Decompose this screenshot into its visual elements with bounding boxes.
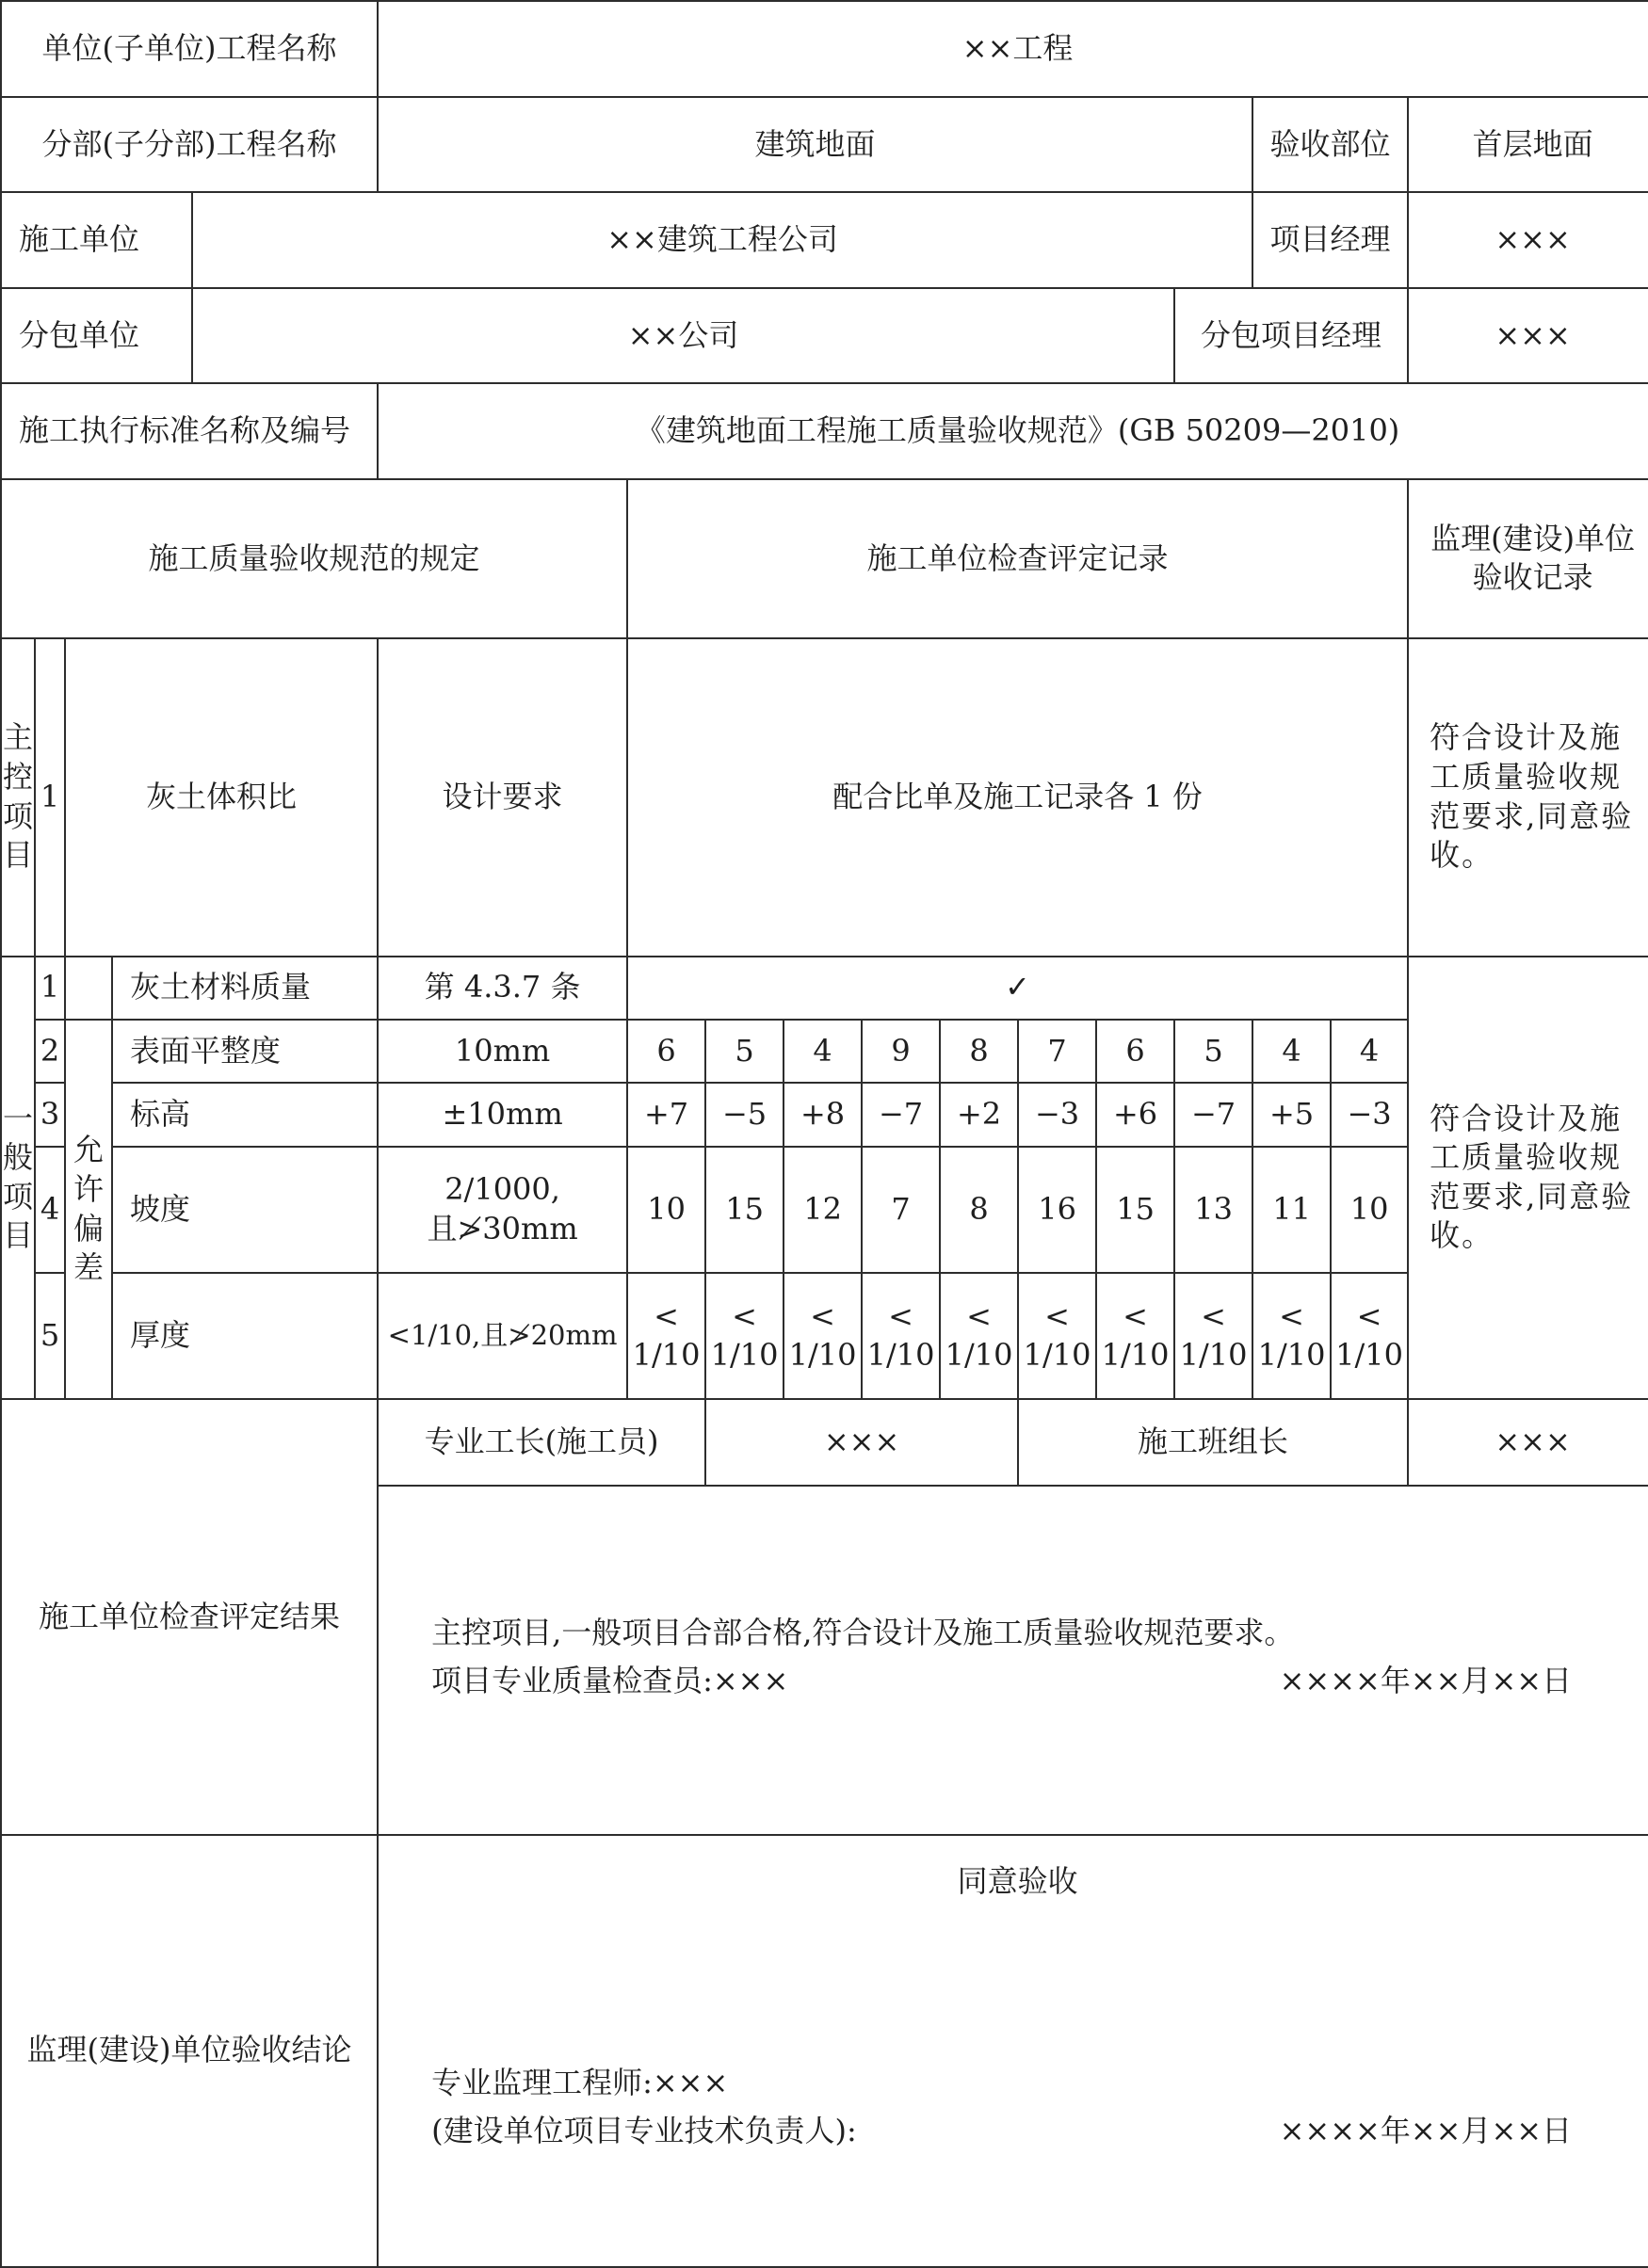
main-control-no: 1 [35, 638, 65, 957]
project-manager-label: 项目经理 [1252, 192, 1408, 288]
main-control-record: 配合比单及施工记录各 1 份 [627, 638, 1408, 957]
general-item: 厚度 [112, 1273, 378, 1399]
measured-value: 4 [1331, 1020, 1408, 1083]
measured-value: 10 [1331, 1147, 1408, 1274]
contractor-label: 施工单位 [1, 192, 192, 288]
foreman-value: ××× [705, 1399, 1018, 1486]
supervision-column-header [1408, 479, 1648, 637]
general-remark: 符合设计及施工质量验收规范要求,同意验收。 [1408, 957, 1648, 1400]
measured-value: 5 [705, 1020, 784, 1083]
foreman-label: 专业工长(施工员) [378, 1399, 705, 1486]
main-control-requirement: 设计要求 [378, 638, 627, 957]
measured-value: < 1/10 [705, 1273, 784, 1399]
general-item: 标高 [112, 1083, 378, 1146]
supervising-engineer: 专业监理工程师:××× [431, 2065, 729, 2101]
measured-value: 7 [1018, 1020, 1096, 1083]
contractor-value: ××建筑工程公司 [192, 192, 1252, 288]
measured-value: 15 [1096, 1147, 1174, 1274]
record-column-header: 施工单位检查评定记录 [627, 479, 1408, 637]
supervision-header-line2: 验收记录 [1472, 559, 1593, 596]
measured-value: −7 [862, 1083, 940, 1146]
measured-value: < 1/10 [1331, 1273, 1408, 1399]
general-row-no: 5 [35, 1273, 65, 1399]
general-row-no: 4 [35, 1147, 65, 1274]
standard-label: 施工执行标准名称及编号 [1, 383, 378, 479]
inspection-result-label: 施工单位检查评定结果 [1, 1399, 378, 1834]
measured-value: < 1/10 [784, 1273, 862, 1399]
unit-project-label: 单位(子单位)工程名称 [1, 1, 378, 97]
general-row-no: 2 [35, 1020, 65, 1083]
measured-value: 13 [1174, 1147, 1252, 1274]
division-value: 建筑地面 [378, 97, 1252, 192]
measured-value: 8 [940, 1147, 1018, 1274]
team-leader-value: ××× [1408, 1399, 1648, 1486]
general-requirement: 2/1000, 且≯30mm [378, 1147, 627, 1274]
tolerance-label: 允 许 偏 差 [65, 1020, 112, 1399]
measured-value: +7 [627, 1083, 705, 1146]
general-item: 坡度 [112, 1147, 378, 1274]
measured-value: 8 [940, 1020, 1018, 1083]
inspection-conclusion-block [378, 1486, 1648, 1835]
general-requirement: 第 4.3.7 条 [378, 957, 627, 1020]
project-manager-value: ××× [1408, 192, 1648, 288]
general-requirement: ±10mm [378, 1083, 627, 1146]
measured-value: < 1/10 [1018, 1273, 1096, 1399]
measured-value: +5 [1252, 1083, 1331, 1146]
measured-value: 5 [1174, 1020, 1252, 1083]
measured-value: < 1/10 [627, 1273, 705, 1399]
general-item: 灰土材料质量 [112, 957, 378, 1020]
measured-value: 10 [627, 1147, 705, 1274]
sub-project-manager-value: ××× [1408, 288, 1648, 383]
measured-value: < 1/10 [940, 1273, 1018, 1399]
measured-value: −3 [1018, 1083, 1096, 1146]
inspection-conclusion: 主控项目,一般项目合部合格,符合设计及施工质量验收规范要求。 [431, 1614, 1295, 1650]
check-mark: ✓ [627, 957, 1408, 1020]
main-control-group-label: 主 控 项 目 [1, 638, 35, 957]
measured-value: 6 [627, 1020, 705, 1083]
unit-project-value: ××工程 [378, 1, 1648, 97]
general-item: 表面平整度 [112, 1020, 378, 1083]
supervision-header-line1: 监理(建设)单位 [1430, 520, 1636, 556]
measured-value: < 1/10 [1252, 1273, 1331, 1399]
inspection-part-value: 首层地面 [1408, 97, 1648, 192]
acceptance-date: ××××年××月××日 [1279, 2113, 1573, 2149]
general-group-label: 一 般 项 目 [1, 957, 35, 1400]
main-control-remark: 符合设计及施工质量验收规范要求,同意验收。 [1408, 638, 1648, 957]
inspection-date: ××××年××月××日 [1279, 1663, 1573, 1699]
main-control-item: 灰土体积比 [65, 638, 378, 957]
standard-value: 《建筑地面工程施工质量验收规范》(GB 50209—2010) [378, 383, 1648, 479]
sub-project-manager-label: 分包项目经理 [1174, 288, 1408, 383]
measured-value: < 1/10 [1096, 1273, 1174, 1399]
general-row-no: 1 [35, 957, 65, 1020]
measured-value: < 1/10 [1174, 1273, 1252, 1399]
measured-value: 16 [1018, 1147, 1096, 1274]
measured-value: 7 [862, 1147, 940, 1274]
measured-value: 11 [1252, 1147, 1331, 1274]
subcontractor-value: ××公司 [192, 288, 1174, 383]
measured-value: −5 [705, 1083, 784, 1146]
team-leader-label: 施工班组长 [1018, 1399, 1408, 1486]
measured-value: +2 [940, 1083, 1018, 1146]
acceptance-label: 监理(建设)单位验收结论 [1, 1835, 378, 2268]
measured-value: 9 [862, 1020, 940, 1083]
measured-value: +8 [784, 1083, 862, 1146]
measured-value: 12 [784, 1147, 862, 1274]
general-requirement: 10mm [378, 1020, 627, 1083]
quality-inspector: 项目专业质量检查员:××× [431, 1663, 789, 1699]
measured-value: +6 [1096, 1083, 1174, 1146]
measured-value: −7 [1174, 1083, 1252, 1146]
subcontractor-label: 分包单位 [1, 288, 192, 383]
division-label: 分部(子分部)工程名称 [1, 97, 378, 192]
general-row-no: 3 [35, 1083, 65, 1146]
acceptance-opinion: 同意验收 [957, 1862, 1078, 1899]
inspection-part-label: 验收部位 [1252, 97, 1408, 192]
measured-value: 4 [784, 1020, 862, 1083]
measured-value: < 1/10 [862, 1273, 940, 1399]
general-requirement: <1/10,且≯20mm [378, 1273, 627, 1399]
measured-value: −3 [1331, 1083, 1408, 1146]
measured-value: 4 [1252, 1020, 1331, 1083]
acceptance-block [378, 1835, 1648, 2268]
measured-value: 15 [705, 1147, 784, 1274]
owner-technical-lead: (建设单位项目专业技术负责人): [431, 2113, 857, 2149]
blank-cell [65, 957, 112, 1020]
measured-value: 6 [1096, 1020, 1174, 1083]
spec-column-header: 施工质量验收规范的规定 [1, 479, 627, 637]
